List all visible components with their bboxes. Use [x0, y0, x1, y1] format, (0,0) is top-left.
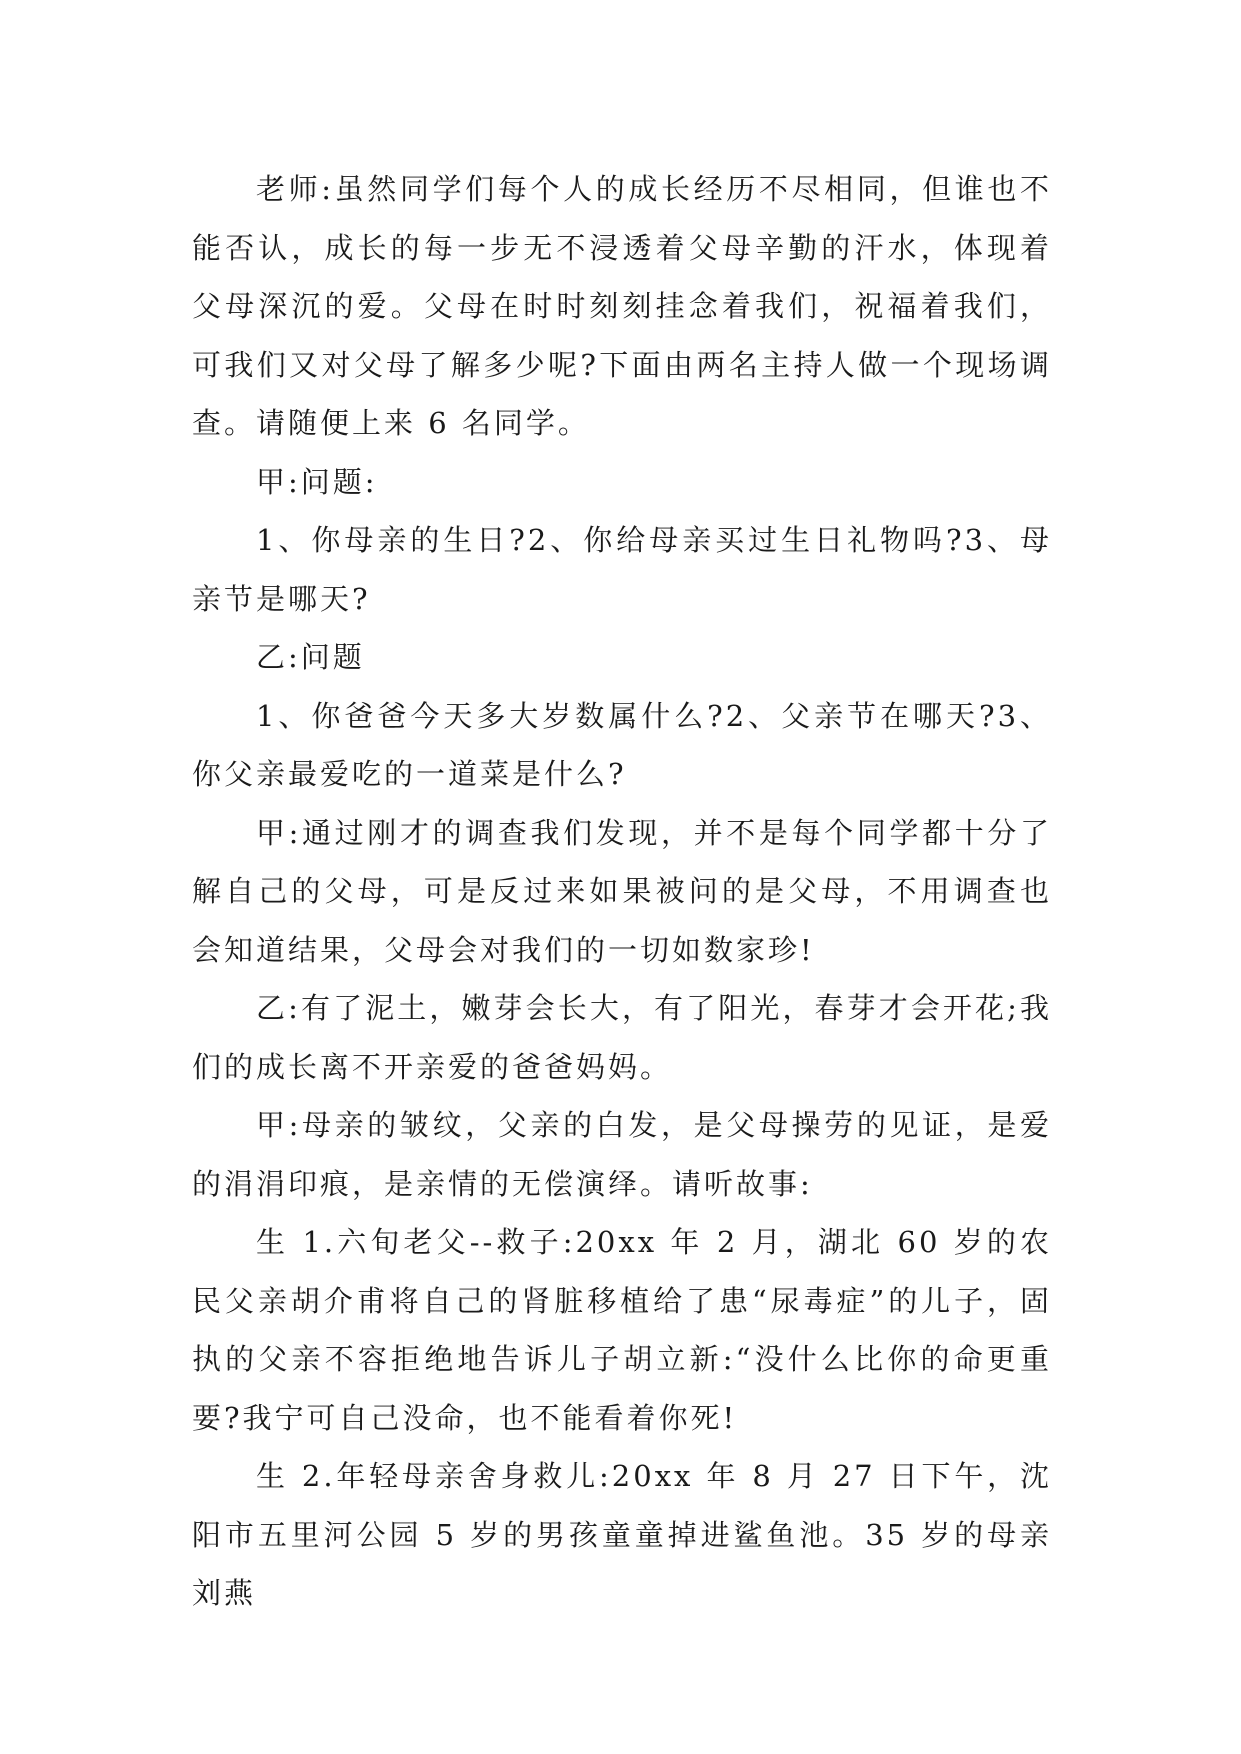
paragraph-jia-questions: 1、你母亲的生日?2、你给母亲买过生日礼物吗?3、母亲节是哪天? [192, 523, 1052, 616]
document-body [192, 160, 1052, 1623]
paragraph-jia-story-intro: 甲:母亲的皱纹，父亲的白发，是父母操劳的见证，是爱的涓涓印痕，是亲情的无偿演绎。请听故事: [192, 1108, 1052, 1201]
paragraph-yi-questions-heading: 乙:问题 [256, 640, 365, 674]
paragraph-story-2: 生 2.年轻母亲舍身救儿:20xx 年 8 月 27 日下午，沈阳市五里河公园 5 岁的男孩童童掉进鲨鱼池。35 岁的母亲刘燕 [192, 1459, 1052, 1610]
paragraph-yi-questions: 1、你爸爸今天多大岁数属什么?2、父亲节在哪天?3、你父亲最爱吃的一道菜是什么? [192, 698, 1052, 791]
paragraph-story-1: 生 1.六旬老父--救子:20xx 年 2 月，湖北 60 岁的农民父亲胡介甫将自己的肾脏移植给了患“尿毒症”的儿子，固执的父亲不容拒绝地告诉儿子胡立新:“没什么比你的命更重要?我宁可自己没命，也不能看着你死! [192, 1225, 1052, 1435]
paragraph-yi-growth: 乙:有了泥土，嫩芽会长大，有了阳光，春芽才会开花;我们的成长离不开亲爱的爸爸妈妈。 [192, 991, 1052, 1084]
paragraph-teacher-intro: 老师:虽然同学们每个人的成长经历不尽相同，但谁也不能否认，成长的每一步无不浸透着父母辛勤的汗水，体现着父母深沉的爱。父母在时时刻刻挂念着我们，祝福着我们，可我们又对父母了解多少呢?下面由两名主持人做一个现场调查。请随便上来 6 名同学。 [192, 172, 1052, 440]
paragraph-jia-survey-result: 甲:通过刚才的调查我们发现，并不是每个同学都十分了解自己的父母，可是反过来如果被问的是父母，不用调查也会知道结果，父母会对我们的一切如数家珍! [192, 815, 1052, 967]
paragraph-jia-questions-heading: 甲:问题: [256, 464, 378, 499]
